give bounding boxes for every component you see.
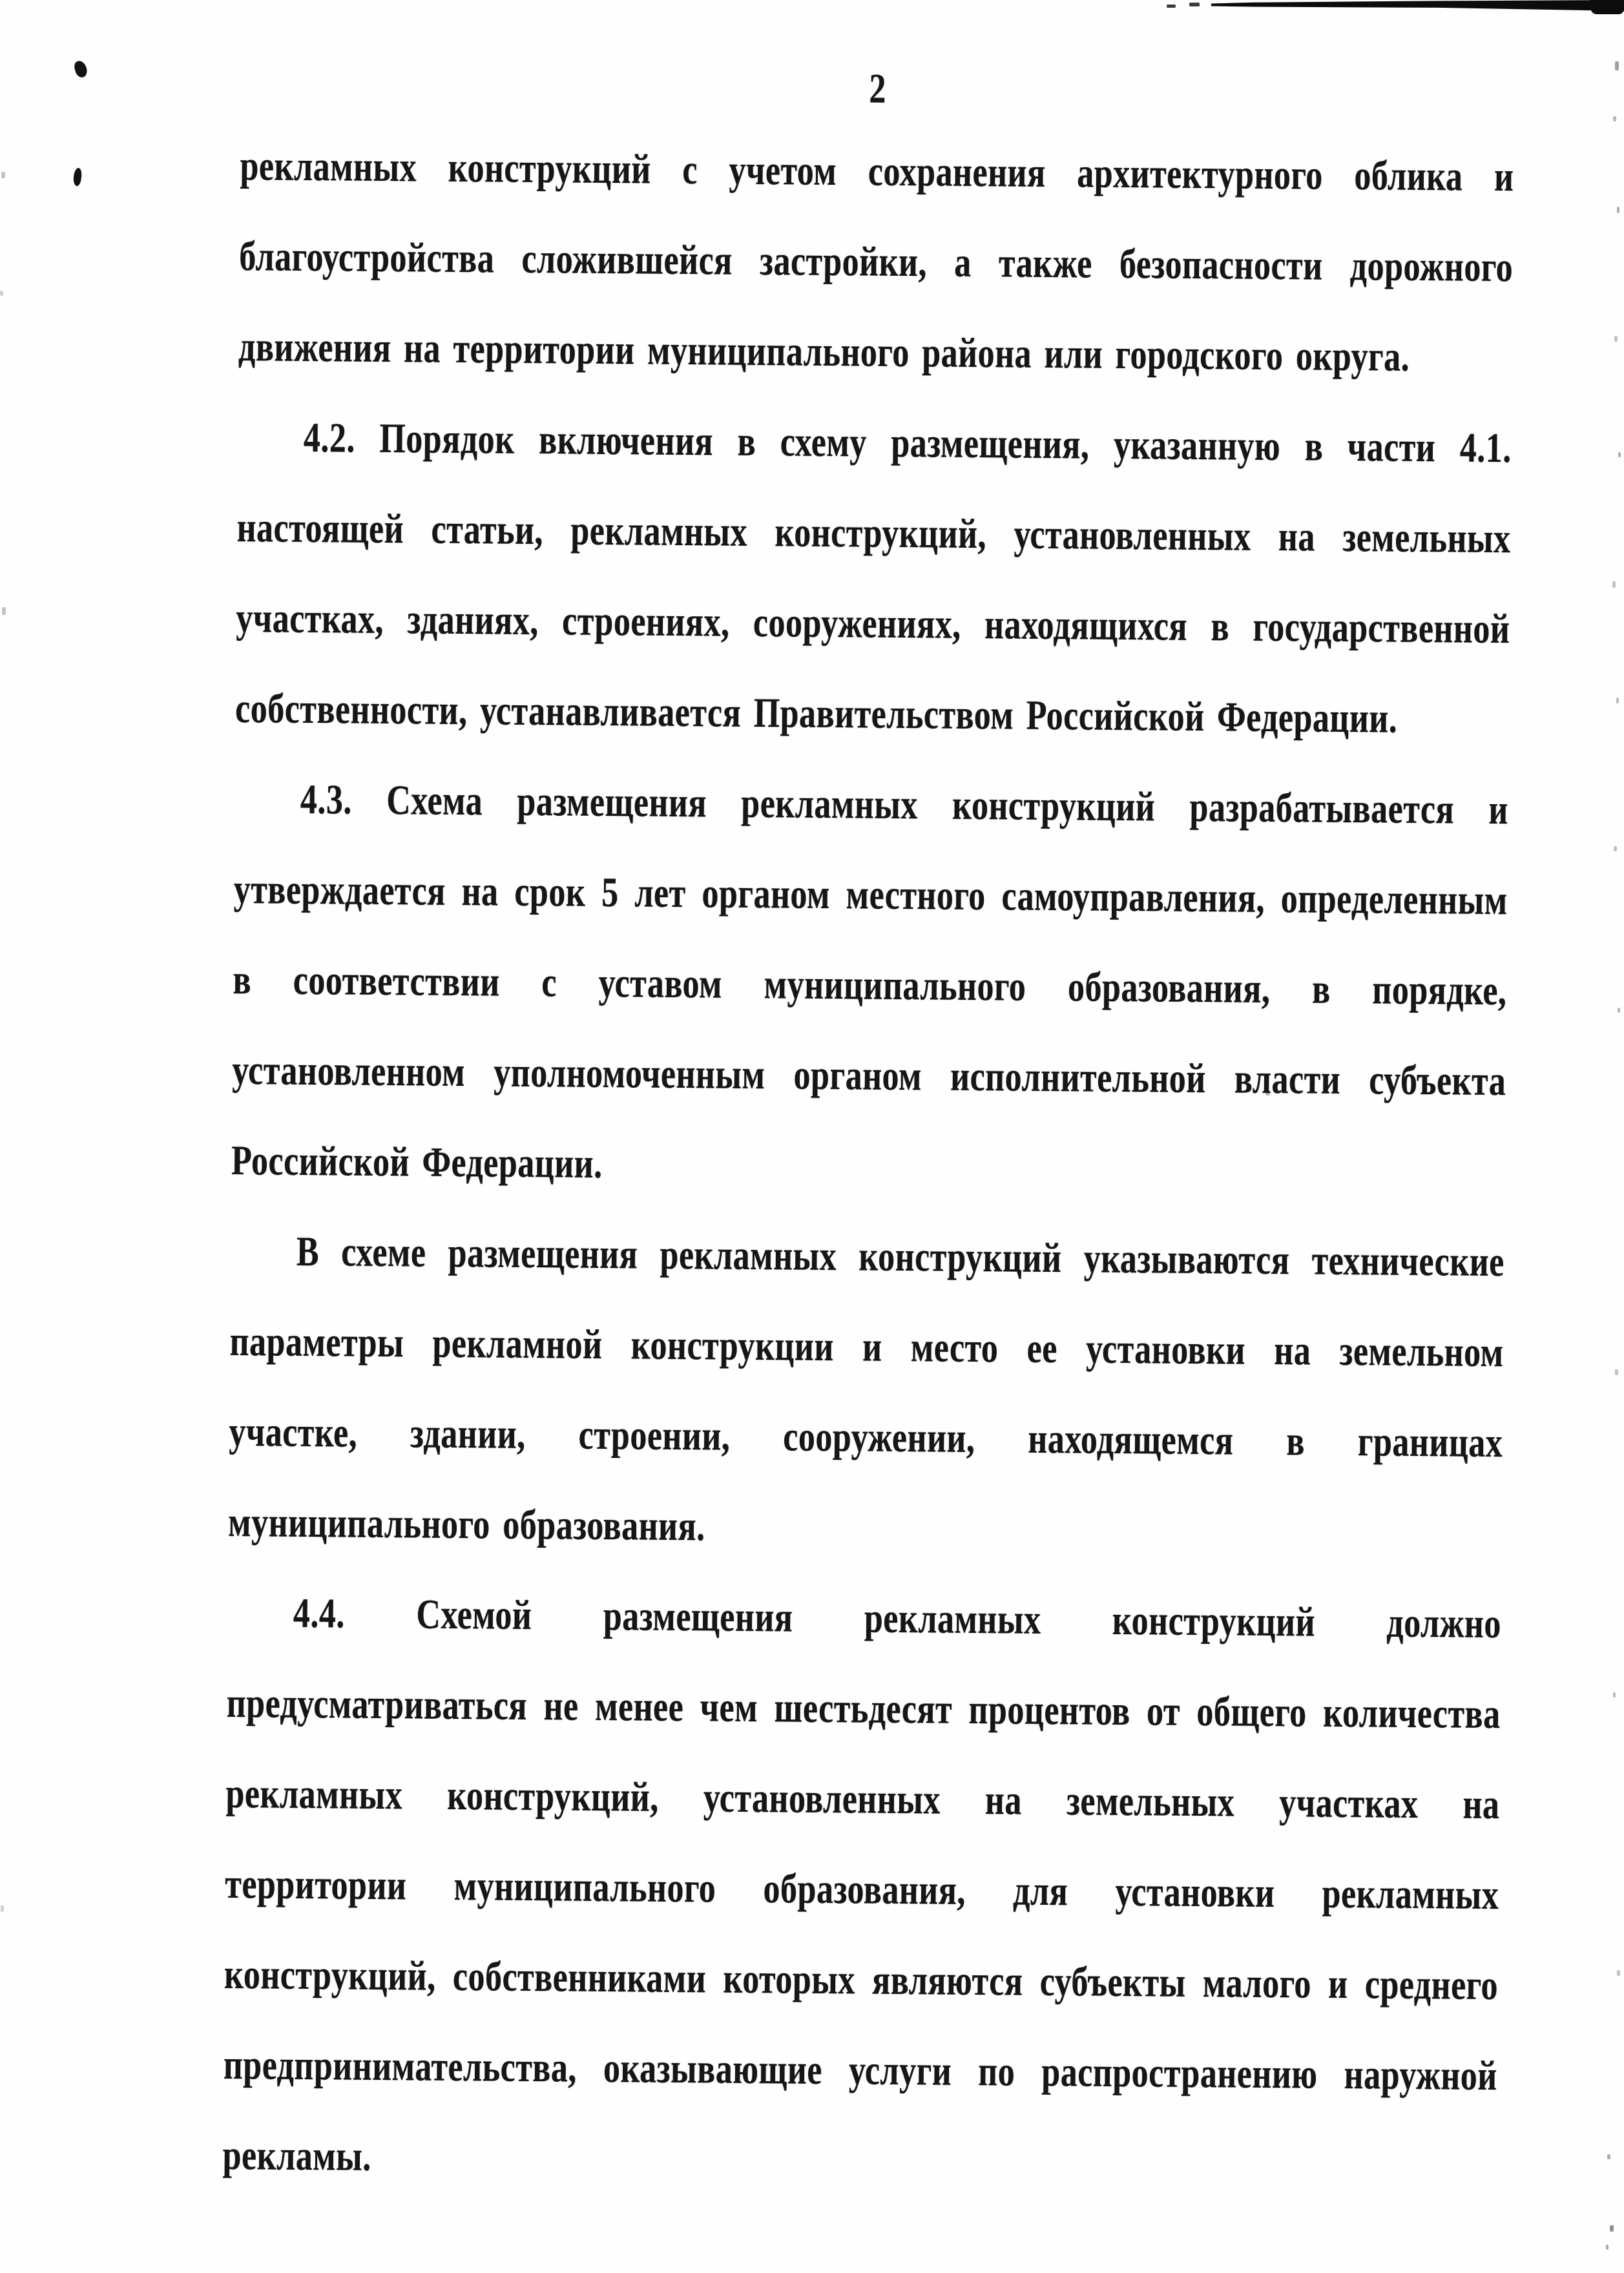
scan-speckle <box>1612 581 1616 588</box>
page-number: 2 <box>869 66 887 112</box>
scan-speckle <box>1615 1369 1618 1375</box>
scan-speckle <box>1613 116 1616 121</box>
text-line: муниципального образования. <box>227 1499 705 1550</box>
scan-speckle <box>1614 846 1617 851</box>
scan-tick-mark <box>1189 3 1200 6</box>
text-line: рекламных конструкций, установленных на земельных участках на <box>225 1770 1500 1829</box>
text-line: Российской Федерации. <box>231 1137 603 1187</box>
scan-speckle <box>1 172 5 178</box>
text-line: рекламы. <box>222 2132 372 2180</box>
document-content <box>222 58 1515 2212</box>
text-line: конструкций, собственниками которых являются субъекты малого и среднего <box>224 1951 1499 2009</box>
scan-speckle <box>0 291 3 296</box>
paragraph <box>231 754 1508 1218</box>
text-line: участке, здании, строении, сооружении, находящемся в границах <box>229 1409 1503 1467</box>
text-line: движения на территории муниципального района или городского округа. <box>238 324 1410 380</box>
text-line: предусматриваться не менее чем шестьдесят процентов от общего количества <box>226 1680 1501 1738</box>
scan-speckle <box>1617 1970 1620 1976</box>
text-line: установленном уполномоченным органом исполнительной власти субъекта <box>232 1047 1506 1105</box>
scan-speckle <box>1618 1008 1620 1013</box>
scan-speckle <box>1606 2245 1608 2250</box>
text-line: 4.4. Схемой размещения рекламных конструкций должно <box>293 1590 1502 1648</box>
text-line: собственности, устанавливается Правительством Российской Федерации. <box>234 685 1398 742</box>
scan-speckle <box>1 1905 4 1912</box>
scan-speckle <box>1615 61 1619 70</box>
ink-blob-left-margin <box>72 167 82 186</box>
text-line: В схеме размещения рекламных конструкций указываются технические <box>296 1229 1505 1286</box>
scan-speckle <box>1618 452 1621 457</box>
text-line: 4.3. Схема размещения рекламных конструкций разрабатывается и <box>300 776 1509 834</box>
text-line: 4.2. Порядок включения в схему размещения, указанную в части 4.1. <box>303 415 1512 472</box>
text-line: параметры рекламной конструкции и место ее установки на земельном <box>229 1318 1504 1376</box>
document-paragraphs <box>222 121 1514 2212</box>
paragraph <box>222 1568 1501 2212</box>
text-line: предпринимательства, оказывающие услуги по распространению наружной <box>223 2042 1498 2100</box>
ink-blob-left-margin <box>73 59 88 79</box>
paragraph <box>235 393 1512 765</box>
text-line: настоящей статьи, рекламных конструкций, установленных на земельных <box>236 504 1511 563</box>
text-line: рекламных конструкций с учетом сохранения архитектурного облика и <box>240 143 1514 201</box>
text-line: территории муниципального образования, для установки рекламных <box>225 1861 1499 1919</box>
text-line: благоустройства сложившейся застройки, а также безопасности дорожного <box>239 233 1514 291</box>
text-line: в соответствии с уставом муниципального образования, в порядке, <box>233 957 1507 1015</box>
scan-speckle <box>2 607 6 615</box>
scan-speckle <box>1616 698 1619 703</box>
scan-speckle <box>1614 336 1618 342</box>
scan-edge-bar-top-right <box>1211 0 1624 11</box>
text-line: утверждается на срок 5 лет органом местного самоуправления, определенным <box>233 866 1508 924</box>
text-line: участках, зданиях, строениях, сооружениях, находящихся в государственной <box>236 595 1510 653</box>
scan-edge-bar-end-blob <box>1590 0 1624 14</box>
scan-speckle <box>1613 1692 1616 1697</box>
paragraph <box>238 121 1514 404</box>
paragraph <box>228 1207 1505 1579</box>
scan-speckle <box>1617 207 1619 213</box>
scan-speckle <box>1610 2225 1614 2232</box>
scan-speckle <box>1607 2154 1610 2159</box>
scan-tick-mark <box>1167 5 1176 8</box>
